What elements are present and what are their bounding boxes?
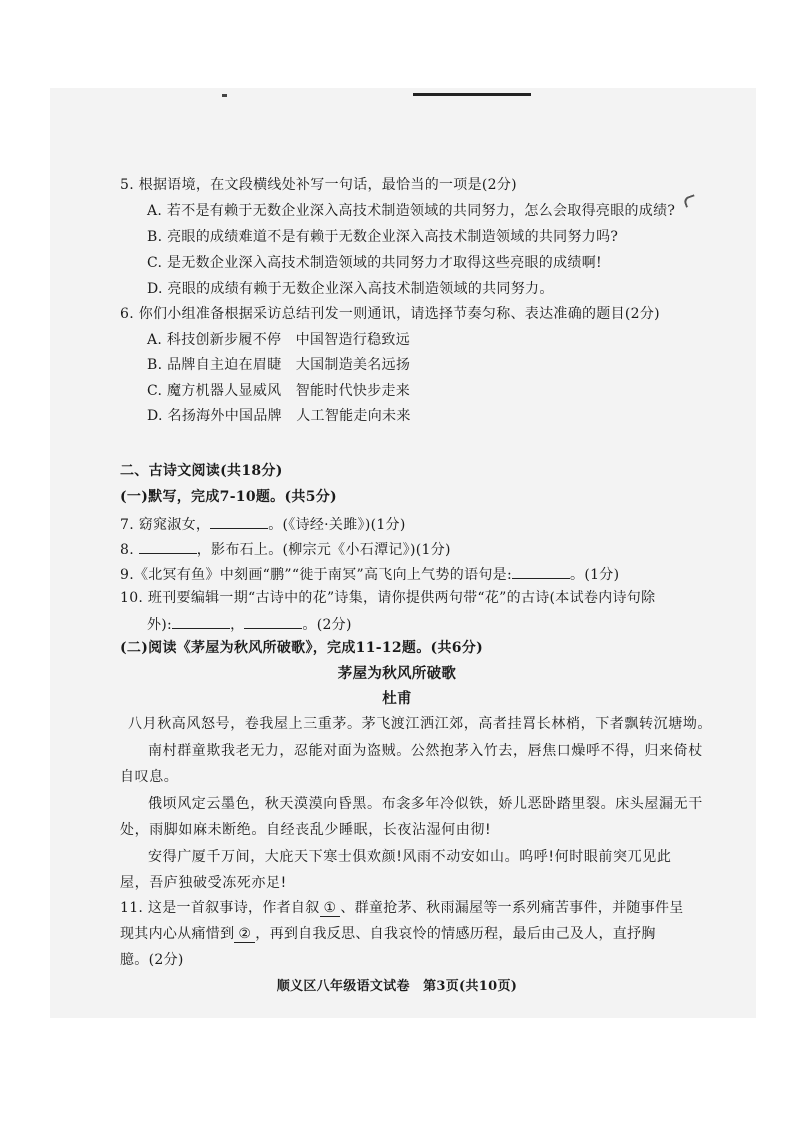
q5-option-c: C. 是无数企业深入高技术制造领域的共同努力才取得这些亮眼的成绩啊! [147,255,602,271]
q5-stem: 5. 根据语境，在文段横线处补写一句话，最恰当的一项是(2分) [120,177,517,193]
q7-text-pre: 7. 窈窕淑女， [120,517,211,533]
scan-artifact-dot [222,94,227,97]
poem-line: 屋，吾庐独破受冻死亦足! [120,875,287,891]
poem-line: 安得广厦千万间，大庇天下寒士俱欢颜!风雨不动安如山。呜呼!何时眼前突兀见此 [148,849,672,865]
q9-answer-blank[interactable] [512,564,570,579]
q11-blank-1[interactable]: ① [320,900,341,917]
q10-answer-blank-2[interactable] [244,614,302,629]
page-footer: 顺义区八年级语文试卷 第3页(共10页) [276,979,518,994]
q6-option-b: B. 品牌自主迫在眉睫 大国制造美名远扬 [147,357,411,373]
q10-text-post: 。(2分) [302,617,352,633]
part2-heading: (二)阅读《茅屋为秋风所破歌》，完成11-12题。(共6分) [120,640,484,656]
q7-answer-blank[interactable] [210,514,268,529]
poem-line: 八月秋高风怒号，卷我屋上三重茅。茅飞渡江洒江郊，高者挂罥长林梢，下者飘转沉塘坳。 [128,716,712,732]
q11-line3: 臆。(2分) [120,952,184,968]
q6-option-d: D. 名扬海外中国品牌 人工智能走向未来 [147,408,411,424]
poem-line: 俄顷风定云墨色，秋天漠漠向昏黑。布衾多年冷似铁，娇儿恶卧踏里裂。床头屋漏无干 [148,796,703,812]
q9-text-pre: 9.《北冥有鱼》中刻画“鹏”“徙于南冥”高飞向上气势的语句是: [120,567,513,583]
q8-text-post: ，影布石上。(柳宗元《小石潭记》)(1分) [196,542,451,558]
q10-text-mid: ， [230,617,245,633]
scan-artifact-line [413,93,531,96]
q6-option-a: A. 科技创新步履不停 中国智造行稳致远 [147,332,411,348]
poem-title: 茅屋为秋风所破歌 [337,665,457,682]
q10-line1: 10. 班刊要编辑一期“古诗中的花”诗集，请你提供两句带“花”的古诗(本试卷内诗句除 [120,590,656,606]
q11-text-post: 、群童抢茅、秋雨漏屋等一系列痛苦事件，并随事件呈 [340,900,684,916]
q5-option-b: B. 亮眼的成绩难道不是有赖于无数企业深入高技术制造领域的共同努力吗? [147,229,619,245]
q5-option-a: A. 若不是有赖于无数企业深入高技术制造领域的共同努力，怎么会取得亮眼的成绩? [147,203,676,219]
q10-answer-blank-1[interactable] [172,614,230,629]
q7-text-post: 。(《诗经·关雎》)(1分) [268,517,406,533]
q6-stem: 6. 你们小组准备根据采访总结刊发一则通讯，请选择节奏匀称、表达准确的题目(2分) [120,306,660,322]
q11-line1 [120,899,684,917]
poem-author: 杜甫 [382,690,412,707]
q11-text-pre: 现其内心从痛惜到 [120,926,235,942]
q10-line2 [147,614,352,634]
q11-line2 [120,925,656,943]
q5-option-d: D. 亮眼的成绩有赖于无数企业深入高技术制造领域的共同努力。 [147,281,554,297]
part1-heading: (一)默写，完成7-10题。(共5分) [120,489,337,505]
q10-text-pre: 外): [147,617,173,633]
q8 [120,539,451,559]
q7 [120,514,406,534]
q8-text-pre: 8. [120,542,139,558]
q11-blank-2[interactable]: ② [234,926,255,943]
poem-line: 自叹息。 [120,769,179,785]
poem-line: 处，雨脚如麻未断绝。自经丧乱少睡眠，长夜沾湿何由彻! [120,822,492,838]
section-heading: 二、古诗文阅读(共18分) [120,463,283,479]
q9 [120,564,619,584]
poem-line: 南村群童欺我老无力，忍能对面为盗贼。公然抱茅入竹去，唇焦口燥呼不得，归来倚杖 [148,743,703,759]
q8-answer-blank[interactable] [139,539,197,554]
q11-text-pre: 11. 这是一首叙事诗，作者自叙 [120,900,320,916]
q9-text-post: 。(1分) [570,567,620,583]
q6-option-c: C. 魔方机器人显威风 智能时代快步走来 [147,383,411,399]
q11-text-post: ，再到自我反思、自我哀怜的情感历程，最后由己及人，直抒胸 [255,926,656,942]
